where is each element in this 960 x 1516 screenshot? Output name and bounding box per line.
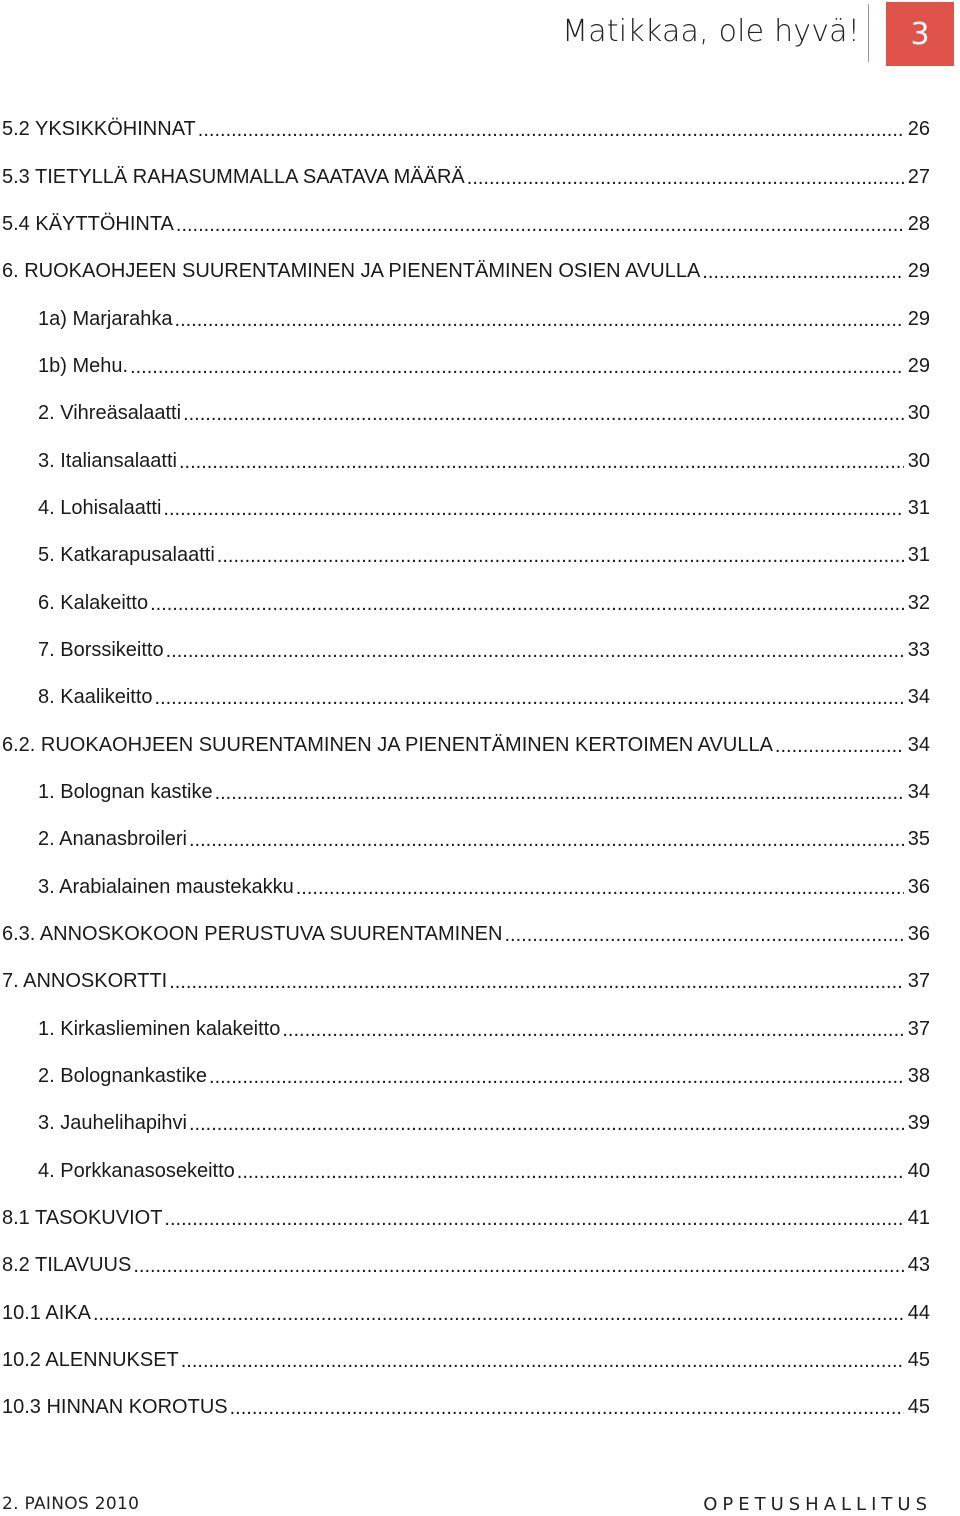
toc-entry-title: 5.2 YKSIKKÖHINNAT [2,118,196,141]
toc-dot-leader [282,1007,903,1054]
toc-entry[interactable] [0,1384,960,1431]
toc-dot-leader [150,581,904,628]
toc-dot-leader [169,959,904,1006]
toc-entry[interactable] [0,911,960,958]
toc-entry-page: 31 [907,544,930,567]
toc-dot-leader [189,1101,904,1148]
toc-entry-page: 34 [907,733,930,756]
toc-entry-page: 27 [907,165,930,188]
toc-entry[interactable] [0,1006,960,1053]
toc-entry-title: 10.3 HINNAN KOROTUS [2,1396,228,1419]
toc-entry[interactable] [0,958,960,1005]
toc-entry[interactable] [0,1100,960,1147]
toc-entry[interactable] [0,1053,960,1100]
toc-entry[interactable] [0,532,960,579]
toc-dot-leader [296,865,904,912]
toc-entry[interactable] [0,437,960,484]
toc-entry[interactable] [0,343,960,390]
toc-entry-title: 6. Kalakeitto [38,591,149,614]
toc-entry-page: 34 [907,686,930,709]
toc-entry[interactable] [0,816,960,863]
table-of-contents [0,106,960,1432]
toc-dot-leader [702,249,903,296]
toc-entry-page: 29 [907,260,930,283]
toc-entry-title: 6. RUOKAOHJEEN SUURENTAMINEN JA PIENENTÄMINEN OSIEN AVULLA [2,260,701,283]
toc-entry-title: 7. ANNOSKORTTI [2,970,168,993]
toc-entry-page: 45 [907,1396,930,1419]
toc-entry-title: 5.4 KÄYTTÖHINTA [2,212,174,235]
toc-entry-page: 26 [907,118,930,141]
toc-entry-page: 32 [907,591,930,614]
toc-entry-title: 10.2 ALENNUKSET [2,1349,179,1372]
toc-dot-leader [217,533,904,580]
toc-entry-page: 36 [907,875,930,898]
toc-dot-leader [189,817,904,864]
toc-entry[interactable] [0,864,960,911]
toc-entry[interactable] [0,1148,960,1195]
toc-entry[interactable] [0,1242,960,1289]
toc-entry-page: 31 [907,496,930,519]
toc-entry-title: 8. Kaalikeitto [38,686,153,709]
toc-dot-leader [181,1338,904,1385]
toc-dot-leader [133,1243,903,1290]
toc-entry-page: 33 [907,638,930,661]
toc-entry-title: 5.3 TIETYLLÄ RAHASUMMALLA SAATAVA MÄÄRÄ [2,165,465,188]
toc-entry-title: 6.3. ANNOSKOKOON PERUSTUVA SUURENTAMINEN [2,923,503,946]
toc-entry-title: 1b) Mehu. [38,354,129,377]
toc-entry[interactable] [0,390,960,437]
toc-dot-leader [775,723,904,770]
toc-entry[interactable] [0,295,960,342]
toc-entry-page: 36 [907,923,930,946]
toc-entry-title: 1. Bolognan kastike [38,780,213,803]
toc-entry-page: 28 [907,212,930,235]
toc-entry-title: 1. Kirkaslieminen kalakeitto [38,1017,281,1040]
toc-entry-title: 5. Katkarapusalaatti [38,544,215,567]
toc-entry-title: 2. Ananasbroileri [38,828,187,851]
toc-entry-page: 29 [907,354,930,377]
toc-entry-page: 35 [907,828,930,851]
toc-entry-title: 3. Arabialainen maustekakku [38,875,294,898]
toc-dot-leader [237,1149,904,1196]
toc-entry-title: 1a) Marjarahka [38,307,173,330]
toc-entry-page: 45 [907,1349,930,1372]
toc-entry[interactable] [0,201,960,248]
toc-dot-leader [155,675,904,722]
toc-dot-leader [198,107,904,154]
toc-dot-leader [467,155,904,202]
toc-dot-leader [166,628,904,675]
toc-entry-page: 37 [907,970,930,993]
toc-dot-leader [230,1385,904,1432]
toc-entry-page: 41 [907,1207,930,1230]
toc-entry[interactable] [0,769,960,816]
toc-entry-title: 7. Borssikeitto [38,638,164,661]
header-divider [868,4,869,62]
toc-entry[interactable] [0,248,960,295]
toc-dot-leader [215,770,904,817]
toc-entry-page: 39 [907,1112,930,1135]
toc-entry-page: 38 [907,1065,930,1088]
page-title: Matikkaa, ole hyvä! [562,14,860,49]
page-number-badge: 3 [886,2,954,66]
toc-entry[interactable] [0,1290,960,1337]
toc-entry-page: 30 [907,449,930,472]
edition-label: 2. PAINOS 2010 [2,1494,140,1514]
toc-entry-title: 3. Italiansalaatti [38,449,177,472]
toc-entry-title: 2. Bolognankastike [38,1065,208,1088]
toc-entry-title: 8.1 TASOKUVIOT [2,1207,163,1230]
toc-dot-leader [175,297,904,344]
toc-dot-leader [164,1196,903,1243]
toc-entry-page: 34 [907,780,930,803]
toc-entry-title: 8.2 TILAVUUS [2,1254,132,1277]
toc-entry-title: 10.1 AIKA [2,1301,91,1324]
toc-entry[interactable] [0,627,960,674]
toc-entry[interactable] [0,1337,960,1384]
toc-dot-leader [209,1054,904,1101]
toc-dot-leader [130,344,904,391]
toc-entry[interactable] [0,106,960,153]
toc-dot-leader [504,912,903,959]
toc-entry-page: 37 [907,1017,930,1040]
toc-entry-page: 30 [907,402,930,425]
toc-entry[interactable] [0,579,960,626]
toc-entry-title: 2. Vihreäsalaatti [38,402,182,425]
toc-entry[interactable] [0,721,960,768]
toc-entry-page: 40 [907,1159,930,1182]
toc-entry-page: 43 [907,1254,930,1277]
publisher-label: OPETUSHALLITUS [703,1494,932,1515]
toc-entry-title: 3. Jauhelihapihvi [38,1112,187,1135]
toc-entry-page: 44 [907,1301,930,1324]
toc-entry-title: 4. Porkkanasosekeitto [38,1159,235,1182]
toc-entry-title: 4. Lohisalaatti [38,496,162,519]
toc-entry[interactable] [0,485,960,532]
toc-dot-leader [176,202,904,249]
toc-dot-leader [163,486,903,533]
toc-entry-title: 6.2. RUOKAOHJEEN SUURENTAMINEN JA PIENENTÄMINEN KERTOIMEN AVULLA [2,733,773,756]
toc-entry[interactable] [0,674,960,721]
toc-entry-page: 29 [907,307,930,330]
toc-dot-leader [93,1291,904,1338]
toc-entry[interactable] [0,153,960,200]
toc-entry[interactable] [0,1195,960,1242]
toc-dot-leader [183,391,904,438]
toc-dot-leader [179,439,904,486]
